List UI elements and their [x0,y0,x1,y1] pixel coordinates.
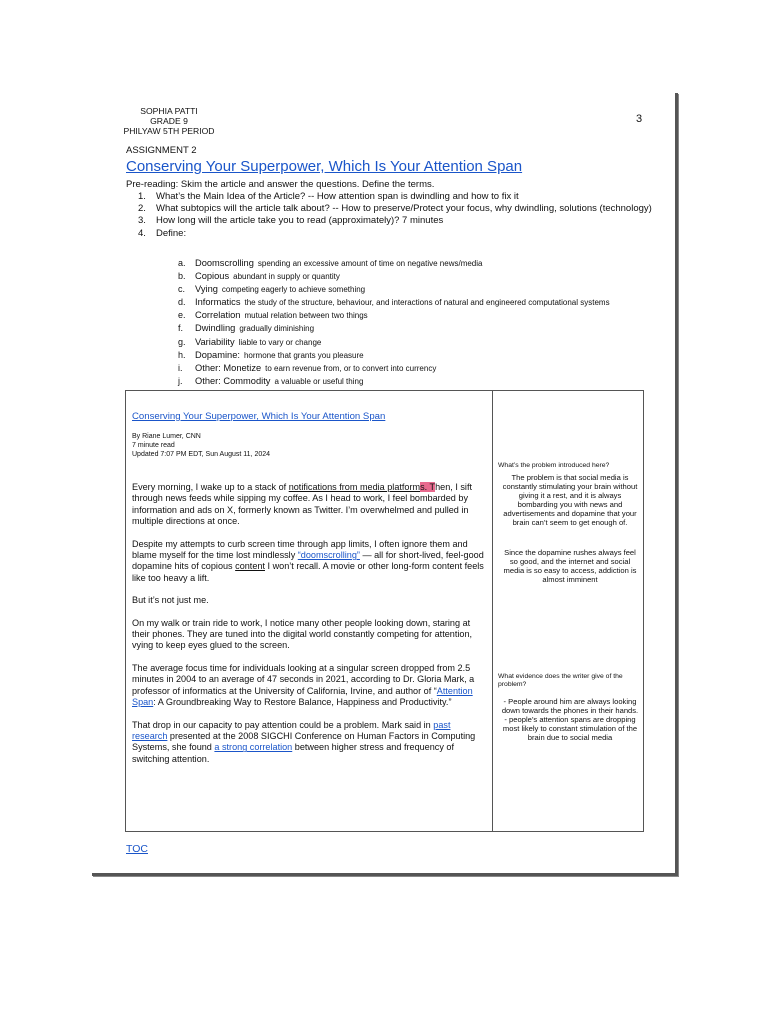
definition-term: Dopamine: [195,349,240,360]
class-period: PHILYAW 5TH PERIOD [123,126,215,136]
article-table [125,390,644,832]
note-question-problem: What’s the problem introduced here? [498,462,610,469]
text-run: That drop in our capacity to pay attention could be a problem. Mark said in [132,719,434,730]
past-research-link[interactable]: past research [132,719,451,741]
doc-title-link[interactable]: Conserving Your Superpower, Which Is Your Attention Span [126,158,523,175]
question-number: 2. [138,203,146,215]
article-paragraph: But it’s not just me. [132,595,209,606]
text-run: Every morning, I wake up to a stack of [132,482,289,492]
definition-letter: c. [178,284,186,295]
article-updated: Updated 7:07 PM EDT, Sun August 11, 2024 [132,451,271,458]
column-divider [492,391,493,831]
definition-term: Doomscrolling [195,258,254,268]
prereading-instructions: Pre-reading: Skim the article and answer the questions. Define the terms. [126,179,435,190]
definition-item [178,349,658,362]
article-paragraph: On my walk or train ride to work, I notice many other people looking down, staring at their phones. They are tuned into the digital world constantly competing for attention, vying to keep eyes glued to the screen. [132,617,473,651]
definition-text: to earn revenue from, or to convert into currency [265,363,437,373]
question-text: Define: [156,227,187,239]
definition-text: spending an excessive amount of time on negative news/media [257,259,483,268]
definition-term: Vying [195,284,218,295]
text-run: : A Groundbreaking Way to Restore Balance, Happiness and Productivity.” [153,697,452,708]
note-answer-problem: The problem is that social media is constantly stimulating your brain without giving it a rest, and it is always bombarding you with news and advertisements and dopamine that your brain can’t seem to get enough of. [502,473,638,527]
article-body [132,482,488,776]
definition-term: Correlation [195,310,241,321]
article-title-link[interactable]: Conserving Your Superpower, Which Is Your Attention Span [132,411,386,422]
definition-text: hormone that grants you pleasure [243,350,364,360]
definition-list [178,257,658,388]
note-answer-dopamine: Since the dopamine rushes always feel so good, and the internet and social media is so easy to access, addiction is almost imminent [503,548,637,584]
text-run: I won’t recall. A movie or other long-form content feels like too heavy a lift. [132,561,484,583]
question-number: 4. [138,227,146,239]
definition-text: gradually diminishing [239,324,315,334]
assignment-label: ASSIGNMENT 2 [126,145,197,156]
note-question-evidence: What evidence does the writer give of the problem? [498,673,623,689]
definition-item [178,375,658,388]
document-page [92,93,678,876]
definition-item [178,270,658,283]
text-run: between higher stress and frequency of switching attention. [132,742,454,764]
definition-letter: e. [178,310,186,321]
definition-item [178,362,658,375]
note-answer-evidence: - People around him are always looking down towards the phones in their hands. - people’s attention spans are dropping most likely to constant stimulation of the brain due to social media [501,697,639,742]
definition-term: Copious [195,271,230,282]
question-number: 1. [138,191,146,202]
underlined-text: notifications from media platform [288,482,421,492]
definition-text: abundant in supply or quantity [233,272,340,282]
student-header [114,106,224,136]
student-name: SOPHIA PATTI [140,106,198,116]
definition-text: a valuable or useful thing [274,376,364,386]
definition-letter: i. [178,362,183,373]
text-run: The average focus time for individuals looking at a singular screen dropped from 2.5 minutes in 2004 to an average of 47 seconds in 2021, according to Dr. Gloria Mark, a professor of informatics at the University of California, Irvine, and author of “ [132,662,475,696]
definition-text: the study of the structure, behaviour, and interactions of natural and engineered computational systems [244,298,610,308]
definition-text: mutual relation between two things [244,311,368,321]
article-byline: By Riane Lumer, CNN [132,433,201,440]
definition-letter: d. [178,297,186,308]
doomscrolling-link[interactable]: “doomscrolling” [297,550,360,561]
attention-span-link[interactable]: Attention Span [132,685,473,708]
question-text: What’s the Main Idea of the Article? -- How attention span is dwindling and how to fix it [156,191,519,202]
question-item [138,203,658,215]
text-run: hen, I sift through news feeds while sipping my coffee. As I head to work, I feel bombarded by information and ads on X, formerly known as Twitter. I’m overwhelmed and pulled in multiple directions at once. [132,482,473,527]
definition-item [178,336,658,349]
highlighted-text: s. T [420,482,436,492]
article-paragraph [132,663,488,709]
definition-term: Other: Commodity [195,375,271,386]
definition-term: Dwindling [195,323,236,334]
definition-item [178,322,658,335]
article-read-time: 7 minute read [132,442,175,449]
definition-letter: j. [178,375,183,386]
definition-item [178,283,658,296]
definition-text: competing eagerly to achieve something [221,285,366,295]
definition-letter: f. [178,323,184,334]
definition-term: Variability [195,336,235,347]
definition-term: Other: Monetize [195,362,262,373]
text-run: — all for short-lived, feel-good dopamine hits of copious [132,550,484,572]
definition-item [178,257,658,270]
article-paragraph [132,720,488,766]
question-list [138,191,658,240]
definition-term: Informatics [195,297,241,308]
text-run: Despite my attempts to curb screen time through app limits, I often ignore them and blame myself for the time lost mindlessly [132,538,468,561]
definition-item [178,309,658,322]
definition-item [178,296,658,309]
definition-letter: h. [178,349,186,360]
article-paragraph [132,482,488,528]
question-text: What subtopics will the article talk about? -- How to preserve/Protect your focus, why dwindling, solutions (technology) [156,203,652,215]
question-number: 3. [138,215,146,227]
article-meta [132,432,270,459]
page-number: 3 [636,113,643,125]
student-grade: GRADE 9 [150,116,188,126]
question-text: How long will the article take you to read (approximately)? 7 minutes [156,215,444,227]
article-paragraph [132,539,488,585]
definition-text: liable to vary or change [238,337,322,347]
question-item [138,228,658,240]
question-item [138,215,658,227]
strong-correlation-link[interactable]: a strong correlation [214,742,293,753]
question-item [138,191,658,203]
definition-letter: g. [178,336,186,347]
definition-letter: a. [178,258,186,268]
definition-letter: b. [178,271,186,282]
text-run: presented at the 2008 SIGCHI Conference on Human Factors in Computing Systems, she found [132,730,476,753]
underlined-text: content [235,561,265,572]
toc-link[interactable]: TOC [126,843,148,855]
